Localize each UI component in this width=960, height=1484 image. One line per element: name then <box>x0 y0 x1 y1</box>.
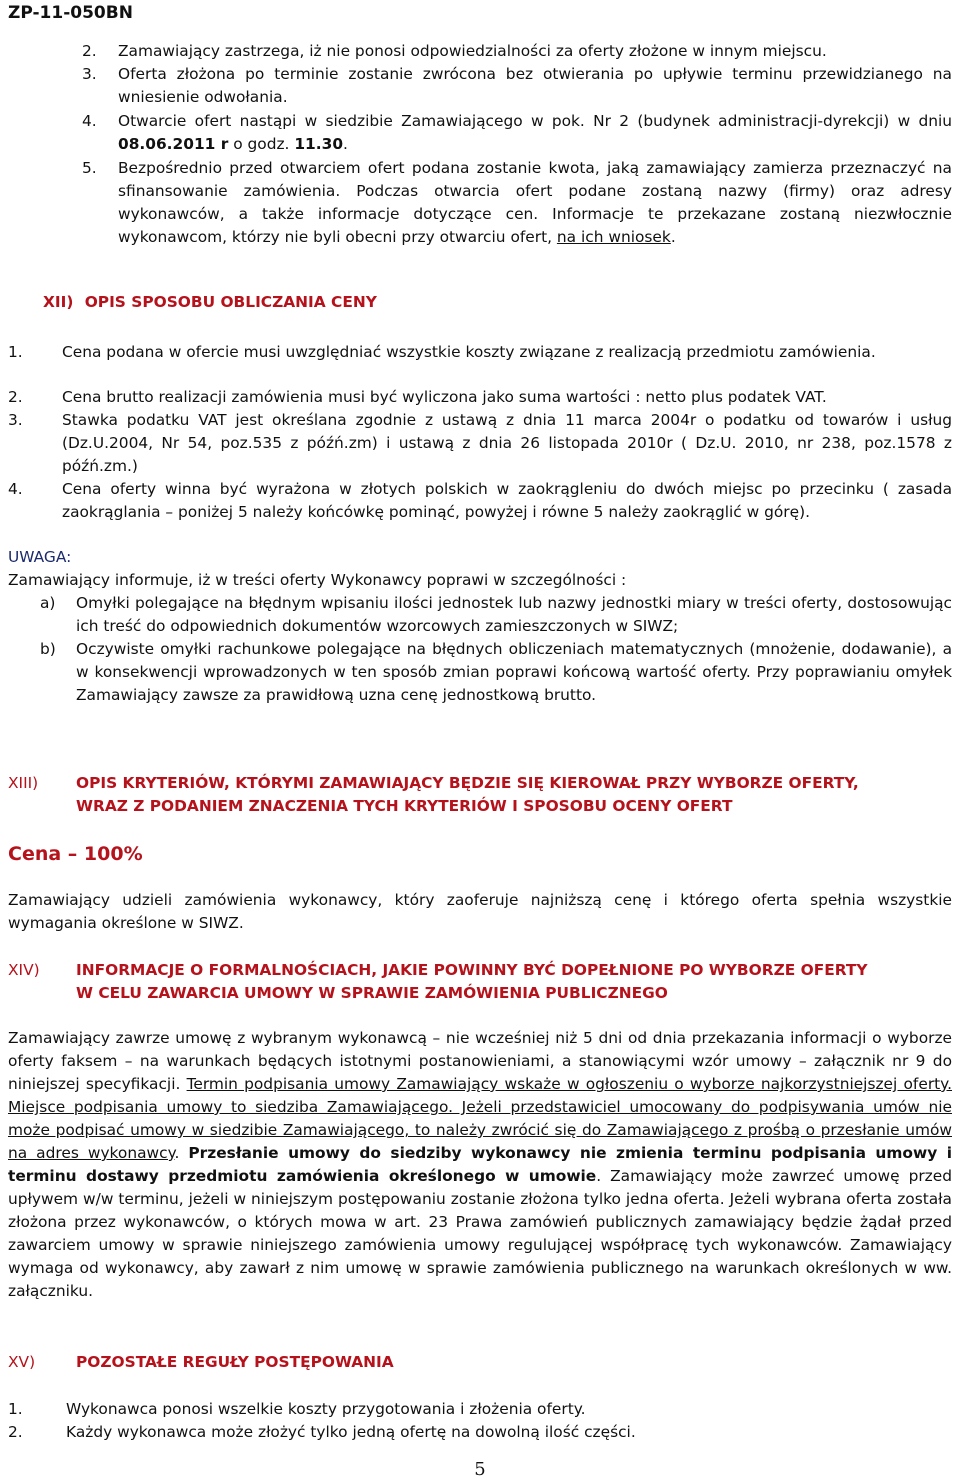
list-number: 5. <box>82 159 97 177</box>
text-span: Zamawiający zawrze umowę z wybranym wykonawcą – nie wcześniej niż 5 dni od dnia przekazania informacji o wyborze oferty faksem – na warunkach będących istotnymi postanowieniami, a stanowiącymi wzór umowy – załącznik nr 9 do niniejszej specyfikacji. <box>8 1029 952 1093</box>
list-text: Wykonawca ponosi wszelkie koszty przygotowania i złożenia oferty. <box>66 1400 586 1418</box>
section-title <box>76 959 956 1005</box>
list-text: Omyłki polegające na błędnym wpisaniu ilości jednostek lub nazwy jednostki miary w treści oferty, dostosowując ich treść do odpowiednich dokumentów wzorcowych zamieszczonych w SIWZ; <box>76 594 952 635</box>
section-title-line: INFORMACJE O FORMALNOŚCIACH, JAKIE POWINNY BYĆ DOPEŁNIONE PO WYBORZE OFERTY <box>76 961 868 979</box>
list-text: Cena brutto realizacji zamówienia musi być wyliczona jako suma wartości : netto plus podatek VAT. <box>62 388 827 406</box>
list-number: 4. <box>8 480 23 498</box>
section-number: XII) <box>43 293 74 311</box>
text-span: Otwarcie ofert nastąpi w siedzibie Zamawiającego w pok. Nr 2 (budynek administracji-dyrekcji) w dniu <box>118 112 952 130</box>
list-text: Oczywiste omyłki rachunkowe polegające na błędnych obliczeniach matematycznych (mnożenie, dodawanie), a w konsekwencji wprowadzonych w ten sposób zmian poprawi końcową wartość oferty. Przy poprawianiu omyłek Zamawiający zawsze za prawidłową uzna cenę jednostkową brutto. <box>76 640 952 704</box>
section-number: XIII) <box>8 774 39 792</box>
list-text: Każdy wykonawca może złożyć tylko jedną ofertę na dowolną ilość części. <box>66 1423 636 1441</box>
section-number: XIV) <box>8 961 40 979</box>
list-text: Cena oferty winna być wyrażona w złotych polskich w zaokrągleniu do dwóch miejsc po przecinku ( zasada zaokrąglania – poniżej 5 należy końcówkę pominąć, powyżej i równe 5 należy zaokrąglić w górę). <box>62 480 952 521</box>
text-span: Bezpośrednio przed otwarciem ofert podana zostanie kwota, jaką zamawiający zamierza przeznaczyć na sfinansowanie zamówienia. Podczas otwarcia ofert podane zostaną nazwy (firmy) oraz adresy wykonawców, a także informacje dotyczące cen. Informacje te przekazane zostaną niezwłocznie wykonawcom, którzy nie byli obecni przy otwarciu ofert, <box>118 159 952 246</box>
text-span: o godz. <box>228 135 295 153</box>
list-text <box>118 157 952 249</box>
list-number: 2. <box>8 1423 23 1441</box>
document-id: ZP-11-050BN <box>8 3 133 23</box>
list-text: Oferta złożona po terminie zostanie zwrócona bez otwierania po upływie terminu przewidzianego na wniesienie odwołania. <box>118 65 952 106</box>
list-number: 3. <box>82 65 97 83</box>
section-heading <box>43 291 377 314</box>
section-number: XV) <box>8 1353 36 1371</box>
list-text: Cena podana w ofercie musi uwzględniać wszystkie koszty związane z realizacją przedmiotu zamówienia. <box>62 343 876 361</box>
list-number: 2. <box>82 42 97 60</box>
text-span: . <box>343 135 348 153</box>
uwaga-intro: Zamawiający informuje, iż w treści oferty Wykonawcy poprawi w szczególności : <box>8 571 627 589</box>
list-number: 1. <box>8 1400 23 1418</box>
paragraph: Zamawiający udzieli zamówienia wykonawcy, który zaoferuje najniższą cenę i którego oferta spełnia wszystkie wymagania określone w SIWZ. <box>8 891 952 932</box>
section-title: POZOSTAŁE REGUŁY POSTĘPOWANIA <box>76 1353 394 1371</box>
text-span: . <box>670 228 676 246</box>
list-number: 1. <box>8 343 23 361</box>
list-text <box>118 110 952 156</box>
text-span: . <box>174 1144 189 1162</box>
criterion-label: Cena – 100% <box>8 843 143 865</box>
underlined-text: na ich wniosek <box>556 228 671 246</box>
section-title <box>76 772 956 818</box>
opening-date: 08.06.2011 r <box>118 135 229 153</box>
section-title: OPIS SPOSOBU OBLICZANIA CENY <box>84 293 377 311</box>
list-text: Zamawiający zastrzega, iż nie ponosi odpowiedzialności za oferty złożone w innym miejscu. <box>118 42 827 60</box>
paragraph <box>8 1027 952 1303</box>
list-number: 4. <box>82 112 97 130</box>
list-text: Stawka podatku VAT jest określana zgodnie z ustawą z dnia 11 marca 2004r o podatku od towarów i usług (Dz.U.2004, Nr 54, poz.535 z późń.zm) i ustawą z dnia 26 listopada 2010r ( Dz.U. 2010, nr 238, poz.1578 z późń.zm.) <box>62 411 952 475</box>
section-title-line: OPIS KRYTERIÓW, KTÓRYMI ZAMAWIAJĄCY BĘDZIE SIĘ KIEROWAŁ PRZY WYBORZE OFERTY, <box>76 774 859 792</box>
text-span: . Zamawiający może zawrzeć umowę przed upływem w/w terminu, jeżeli w niniejszym postępowaniu zostanie złożona tylko jedna oferta. Jeżeli wybrana oferta została złożona przez wykonawców, o których mowa w art. 23 Prawa zamówień publicznych zamawiający będzie żądał przed zawarciem umowy w sprawie niniejszego zamówienia umowy regulującej współpracę tych wykonawców. Zamawiający wymaga od wykonawcy, aby zawarł z nim umowę w sprawie zamówienia publicznego na warunkach określonych w ww. załączniku. <box>8 1167 952 1300</box>
section-title-line: WRAZ Z PODANIEM ZNACZENIA TYCH KRYTERIÓW I SPOSOBU OCENY OFERT <box>76 797 733 815</box>
bold-text: Przesłanie umowy do siedziby wykonawcy nie zmienia terminu podpisania umowy i terminu dostawy przedmiotu zamówienia określonego w umowie <box>8 1144 952 1185</box>
section-title-line: W CELU ZAWARCIA UMOWY W SPRAWIE ZAMÓWIENIA PUBLICZNEGO <box>76 984 668 1002</box>
page-number: 5 <box>474 1459 486 1480</box>
list-letter: a) <box>40 594 56 612</box>
list-number: 2. <box>8 388 23 406</box>
list-letter: b) <box>40 640 56 658</box>
uwaga-label: UWAGA: <box>8 548 72 566</box>
opening-time: 11.30 <box>294 135 344 153</box>
underlined-text: Termin podpisania umowy Zamawiający wskaże w ogłoszeniu o wyborze najkorzystniejszej oferty. <box>186 1075 952 1093</box>
underlined-text: Miejsce podpisania umowy to siedziba Zamawiającego. Jeżeli przedstawiciel umocowany do podpisywania umów nie może podpisać umowy w siedzibie Zamawiającego, to należy zwrócić się do Zamawiającego z prośbą o przesłanie umów na adres wykonawcy <box>8 1098 952 1162</box>
list-number: 3. <box>8 411 23 429</box>
